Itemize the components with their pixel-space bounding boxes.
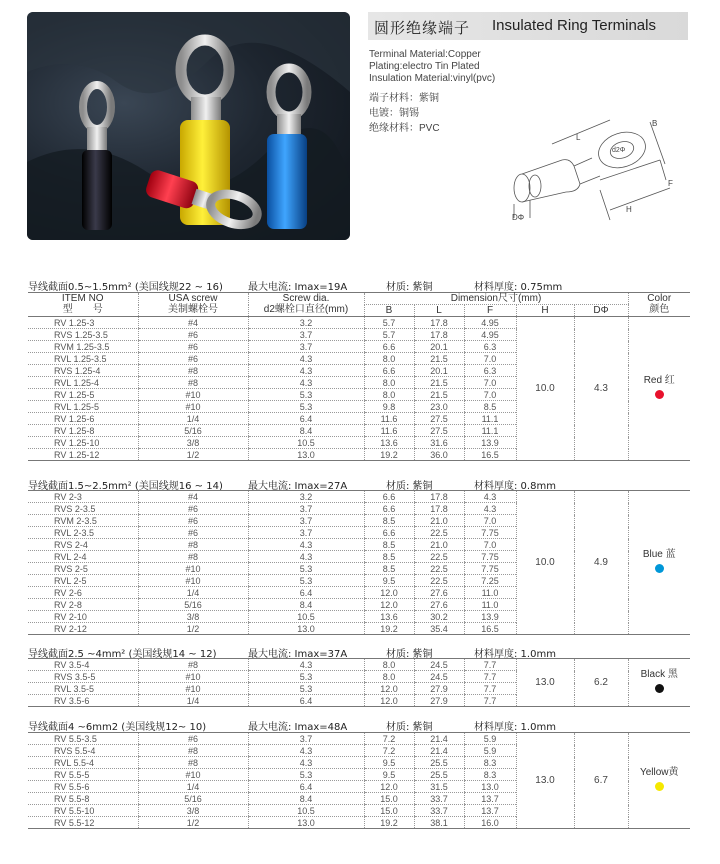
spec-table-2: [28, 490, 690, 635]
item-no: RVL 1.25-5: [28, 401, 138, 413]
usa-screw: 1/4: [138, 413, 248, 425]
dim-b: 6.6: [364, 527, 414, 539]
dim-b: 8.0: [364, 377, 414, 389]
screw-dia: 8.4: [248, 425, 364, 437]
dim-b: 7.2: [364, 745, 414, 757]
dim-b: 8.5: [364, 515, 414, 527]
color-swatch-icon: [655, 564, 664, 573]
usa-screw: 3/8: [138, 437, 248, 449]
item-no: RVS 1.25-4: [28, 365, 138, 377]
diagram-label-l: L: [576, 133, 581, 142]
dim-f: 7.0: [464, 353, 516, 365]
section-material: 材质: 紫铜: [386, 481, 433, 492]
dim-l: 22.5: [414, 551, 464, 563]
dim-l: 17.8: [414, 329, 464, 341]
screw-dia: 3.2: [248, 491, 364, 503]
dim-b: 11.6: [364, 425, 414, 437]
hdr-usa-cn: 美制螺栓号: [138, 305, 248, 317]
dim-f: 7.7: [464, 671, 516, 683]
section-material: 材质: 紫铜: [386, 282, 433, 293]
dim-l: 21.0: [414, 539, 464, 551]
dim-b: 7.2: [364, 733, 414, 745]
table-row: [28, 659, 690, 671]
item-no: RV 1.25-10: [28, 437, 138, 449]
screw-dia: 3.2: [248, 317, 364, 329]
screw-dia: 4.3: [248, 539, 364, 551]
title-en: Insulated Ring Terminals: [492, 17, 656, 34]
screw-dia: 10.5: [248, 805, 364, 817]
screw-dia: 5.3: [248, 389, 364, 401]
usa-screw: #6: [138, 341, 248, 353]
dim-l: 27.6: [414, 587, 464, 599]
dim-l: 30.2: [414, 611, 464, 623]
section-header: [28, 276, 692, 292]
item-no: RV 2-6: [28, 587, 138, 599]
dim-b: 19.2: [364, 623, 414, 635]
title-cn: 圆形绝缘端子: [374, 19, 471, 37]
screw-dia: 4.3: [248, 551, 364, 563]
item-no: RVM 1.25-3.5: [28, 341, 138, 353]
screw-dia: 6.4: [248, 781, 364, 793]
usa-screw: #10: [138, 683, 248, 695]
screw-dia: 3.7: [248, 341, 364, 353]
section-wire: 导线截面4 ~6mm2 (美国线规12~ 10): [28, 722, 207, 733]
dim-b: 8.0: [364, 671, 414, 683]
dim-f: 6.3: [464, 365, 516, 377]
dim-f: 8.3: [464, 757, 516, 769]
dim-f: 7.0: [464, 539, 516, 551]
screw-dia: 5.3: [248, 575, 364, 587]
color-cell: [628, 659, 690, 707]
table-row: [28, 491, 690, 503]
item-no: RVL 2-4: [28, 551, 138, 563]
hdr-color-cn: 颜色: [628, 305, 690, 317]
dim-l: 33.7: [414, 793, 464, 805]
section-wire: 导线截面1.5~2.5mm² (美国线规16 ~ 14): [28, 481, 223, 492]
table-row: [28, 733, 690, 745]
dim-f: 16.0: [464, 817, 516, 829]
usa-screw: #10: [138, 671, 248, 683]
item-no: RV 1.25-12: [28, 449, 138, 461]
usa-screw: 5/16: [138, 599, 248, 611]
color-label: Yellow黄: [639, 766, 679, 778]
screw-dia: 13.0: [248, 623, 364, 635]
dim-f: 13.0: [464, 781, 516, 793]
screw-dia: 6.4: [248, 413, 364, 425]
item-no: RVL 1.25-4: [28, 377, 138, 389]
usa-screw: 1/2: [138, 817, 248, 829]
dim-b: 8.5: [364, 551, 414, 563]
screw-dia: 6.4: [248, 587, 364, 599]
usa-screw: 5/16: [138, 793, 248, 805]
section-body: [28, 491, 690, 635]
color-swatch-icon: [655, 782, 664, 791]
item-no: RVS 1.25-3.5: [28, 329, 138, 341]
item-no: RVL 1.25-3.5: [28, 353, 138, 365]
spec-en-1: Plating:electro Tin Plated: [369, 61, 480, 72]
dim-b: 15.0: [364, 793, 414, 805]
screw-dia: 4.3: [248, 757, 364, 769]
screw-dia: 5.3: [248, 401, 364, 413]
usa-screw: #10: [138, 769, 248, 781]
dim-f: 5.9: [464, 733, 516, 745]
dim-f: 4.3: [464, 491, 516, 503]
screw-dia: 5.3: [248, 683, 364, 695]
table-row: [28, 317, 690, 329]
dim-l: 25.5: [414, 769, 464, 781]
dim-d: 4.9: [574, 491, 628, 635]
item-no: RV 1.25-5: [28, 389, 138, 401]
color-cell: [628, 733, 690, 829]
screw-dia: 4.3: [248, 365, 364, 377]
dim-b: 8.0: [364, 353, 414, 365]
usa-screw: 1/4: [138, 781, 248, 793]
dim-d: 6.2: [574, 659, 628, 707]
dim-l: 21.5: [414, 353, 464, 365]
dim-b: 12.0: [364, 695, 414, 707]
color-label: Blue 蓝: [642, 548, 676, 560]
screw-dia: 5.3: [248, 671, 364, 683]
section-wire: 导线截面2.5 ~4mm² (美国线规14 ~ 12): [28, 649, 217, 660]
usa-screw: #4: [138, 317, 248, 329]
dim-l: 27.9: [414, 695, 464, 707]
hdr-screw-cn: d2螺栓口直径(mm): [248, 305, 364, 317]
dim-b: 12.0: [364, 599, 414, 611]
hdr-color: Color: [628, 293, 690, 305]
section-thickness: 材料厚度: 1.0mm: [474, 722, 556, 733]
dim-f: 4.95: [464, 317, 516, 329]
item-no: RV 5.5-12: [28, 817, 138, 829]
screw-dia: 8.4: [248, 793, 364, 805]
section-header: [28, 475, 692, 491]
usa-screw: #6: [138, 527, 248, 539]
screw-dia: 13.0: [248, 449, 364, 461]
spec-cn-2: 绝缘材料：PVC: [369, 123, 440, 134]
spec-table-1: [28, 292, 690, 461]
item-no: RV 2-12: [28, 623, 138, 635]
usa-screw: #6: [138, 503, 248, 515]
section-material: 材质: 紫铜: [386, 649, 433, 660]
product-photo: [27, 12, 350, 240]
item-no: RV 5.5-5: [28, 769, 138, 781]
usa-screw: 1/4: [138, 695, 248, 707]
dim-b: 5.7: [364, 329, 414, 341]
usa-screw: #6: [138, 515, 248, 527]
section-current: 最大电流: Imax=37A: [248, 649, 348, 660]
dim-f: 7.7: [464, 659, 516, 671]
diagram-label-b: B: [652, 119, 658, 128]
dim-l: 22.5: [414, 563, 464, 575]
dim-f: 4.3: [464, 503, 516, 515]
item-no: RVS 3.5-5: [28, 671, 138, 683]
dim-l: 21.4: [414, 733, 464, 745]
usa-screw: #10: [138, 575, 248, 587]
screw-dia: 3.7: [248, 733, 364, 745]
usa-screw: 5/16: [138, 425, 248, 437]
screw-dia: 10.5: [248, 611, 364, 623]
dim-b: 6.6: [364, 365, 414, 377]
dim-l: 38.1: [414, 817, 464, 829]
item-no: RV 1.25-3: [28, 317, 138, 329]
spec-table-3: [28, 658, 690, 707]
dim-f: 7.75: [464, 551, 516, 563]
item-no: RV 5.5-6: [28, 781, 138, 793]
dim-l: 27.9: [414, 683, 464, 695]
usa-screw: 1/2: [138, 623, 248, 635]
usa-screw: #8: [138, 659, 248, 671]
item-no: RV 5.5-3.5: [28, 733, 138, 745]
color-swatch-icon: [655, 684, 664, 693]
dim-b: 8.5: [364, 563, 414, 575]
item-no: RV 5.5-8: [28, 793, 138, 805]
section-wire: 导线截面0.5~1.5mm² (美国线规22 ~ 16): [28, 282, 223, 293]
dim-f: 6.3: [464, 341, 516, 353]
dim-h: 10.0: [516, 491, 574, 635]
dim-b: 8.0: [364, 389, 414, 401]
dim-l: 27.5: [414, 425, 464, 437]
item-no: RV 1.25-8: [28, 425, 138, 437]
dim-b: 12.0: [364, 781, 414, 793]
hdr-l: L: [414, 305, 464, 317]
usa-screw: #6: [138, 733, 248, 745]
section-current: 最大电流: Imax=48A: [248, 722, 348, 733]
spec-cn-0: 端子材料：紫铜: [369, 93, 439, 104]
screw-dia: 4.3: [248, 377, 364, 389]
usa-screw: 1/2: [138, 449, 248, 461]
screw-dia: 4.3: [248, 353, 364, 365]
screw-dia: 5.3: [248, 769, 364, 781]
dim-b: 8.5: [364, 539, 414, 551]
dim-b: 9.8: [364, 401, 414, 413]
section-body: [28, 317, 690, 461]
dim-d: 4.3: [574, 317, 628, 461]
dim-f: 7.7: [464, 683, 516, 695]
item-no: RV 2-10: [28, 611, 138, 623]
item-no: RVS 2-3.5: [28, 503, 138, 515]
dim-f: 7.0: [464, 389, 516, 401]
item-no: RV 2-3: [28, 491, 138, 503]
spec-cn-1: 电镀：铜锡: [369, 108, 419, 119]
dim-l: 23.0: [414, 401, 464, 413]
dim-b: 5.7: [364, 317, 414, 329]
dim-l: 35.4: [414, 623, 464, 635]
hdr-d: DΦ: [574, 305, 628, 317]
color-label: Red 红: [643, 374, 675, 386]
dim-l: 20.1: [414, 365, 464, 377]
hdr-f: F: [464, 305, 516, 317]
usa-screw: #8: [138, 365, 248, 377]
section-material: 材质: 紫铜: [386, 722, 433, 733]
dim-h: 13.0: [516, 733, 574, 829]
usa-screw: #8: [138, 757, 248, 769]
usa-screw: #8: [138, 745, 248, 757]
dim-l: 36.0: [414, 449, 464, 461]
section-current: 最大电流: Imax=27A: [248, 481, 348, 492]
hdr-usa: USA screw: [138, 293, 248, 305]
dim-l: 21.4: [414, 745, 464, 757]
dim-f: 13.7: [464, 805, 516, 817]
screw-dia: 13.0: [248, 817, 364, 829]
screw-dia: 3.7: [248, 329, 364, 341]
hdr-item-cn: 型 号: [28, 305, 138, 317]
spec-en-2: Insulation Material:vinyl(pvc): [369, 73, 496, 84]
dim-l: 17.8: [414, 491, 464, 503]
dim-f: 11.0: [464, 587, 516, 599]
usa-screw: #10: [138, 401, 248, 413]
hdr-screw: Screw dia.: [248, 293, 364, 305]
dim-l: 21.5: [414, 389, 464, 401]
dim-f: 7.25: [464, 575, 516, 587]
dim-l: 31.5: [414, 781, 464, 793]
dim-f: 4.95: [464, 329, 516, 341]
screw-dia: 4.3: [248, 659, 364, 671]
item-no: RVS 2-5: [28, 563, 138, 575]
dim-b: 19.2: [364, 449, 414, 461]
spec-en-0: Terminal Material:Copper: [369, 49, 481, 60]
dim-f: 7.0: [464, 515, 516, 527]
dim-l: 17.8: [414, 503, 464, 515]
color-cell: [628, 317, 690, 461]
item-no: RV 1.25-6: [28, 413, 138, 425]
dim-f: 13.9: [464, 437, 516, 449]
dim-l: 22.5: [414, 575, 464, 587]
dim-l: 25.5: [414, 757, 464, 769]
dim-l: 21.0: [414, 515, 464, 527]
item-no: RVL 2-3.5: [28, 527, 138, 539]
item-no: RVL 5.5-4: [28, 757, 138, 769]
color-label: Black 黑: [640, 668, 678, 680]
dim-l: 21.5: [414, 377, 464, 389]
screw-dia: 3.7: [248, 515, 364, 527]
dim-b: 6.6: [364, 341, 414, 353]
screw-dia: 6.4: [248, 695, 364, 707]
item-no: RVM 2-3.5: [28, 515, 138, 527]
dim-b: 11.6: [364, 413, 414, 425]
section-thickness: 材料厚度: 1.0mm: [474, 649, 556, 660]
screw-dia: 3.7: [248, 503, 364, 515]
dim-h: 10.0: [516, 317, 574, 461]
dim-l: 33.7: [414, 805, 464, 817]
section-thickness: 材料厚度: 0.75mm: [474, 282, 563, 293]
dim-b: 9.5: [364, 769, 414, 781]
screw-dia: 5.3: [248, 563, 364, 575]
section-thickness: 材料厚度: 0.8mm: [474, 481, 556, 492]
dim-b: 13.6: [364, 437, 414, 449]
dim-b: 13.6: [364, 611, 414, 623]
usa-screw: #8: [138, 539, 248, 551]
spec-table-4: [28, 732, 690, 829]
hdr-h: H: [516, 305, 574, 317]
item-no: RV 5.5-10: [28, 805, 138, 817]
dim-b: 8.0: [364, 659, 414, 671]
dim-f: 11.1: [464, 425, 516, 437]
item-no: RVL 3.5-5: [28, 683, 138, 695]
item-no: RVL 2-5: [28, 575, 138, 587]
dim-f: 13.7: [464, 793, 516, 805]
terminal-diagram: [500, 100, 700, 230]
hdr-item: ITEM NO: [61, 292, 104, 304]
dim-l: 31.6: [414, 437, 464, 449]
dim-f: 16.5: [464, 623, 516, 635]
screw-dia: 10.5: [248, 437, 364, 449]
dim-f: 11.1: [464, 413, 516, 425]
dim-h: 13.0: [516, 659, 574, 707]
section-current: 最大电流: Imax=19A: [248, 282, 348, 293]
dim-b: 15.0: [364, 805, 414, 817]
section-header: [28, 643, 692, 659]
usa-screw: #8: [138, 551, 248, 563]
dim-l: 17.8: [414, 317, 464, 329]
color-cell: [628, 491, 690, 635]
screw-dia: 3.7: [248, 527, 364, 539]
dim-l: 22.5: [414, 527, 464, 539]
dim-l: 27.6: [414, 599, 464, 611]
dim-f: 16.5: [464, 449, 516, 461]
diagram-label-d2: d2Φ: [612, 147, 626, 154]
dim-b: 12.0: [364, 683, 414, 695]
dim-f: 7.0: [464, 377, 516, 389]
usa-screw: #10: [138, 389, 248, 401]
dim-f: 5.9: [464, 745, 516, 757]
dim-f: 13.9: [464, 611, 516, 623]
dim-f: 11.0: [464, 599, 516, 611]
dim-l: 24.5: [414, 659, 464, 671]
diagram-label-d: DΦ: [512, 213, 525, 222]
item-no: RV 3.5-6: [28, 695, 138, 707]
dim-f: 8.5: [464, 401, 516, 413]
title-bar: [368, 12, 688, 40]
color-swatch-icon: [655, 390, 664, 399]
dim-f: 7.7: [464, 695, 516, 707]
usa-screw: #4: [138, 491, 248, 503]
usa-screw: #8: [138, 377, 248, 389]
dim-b: 19.2: [364, 817, 414, 829]
diagram-label-f: F: [668, 179, 673, 188]
section-header: [28, 716, 692, 732]
screw-dia: 8.4: [248, 599, 364, 611]
dim-f: 7.75: [464, 527, 516, 539]
dim-l: 24.5: [414, 671, 464, 683]
hdr-dimension: Dimension尺寸(mm): [364, 293, 628, 305]
dim-d: 6.7: [574, 733, 628, 829]
hdr-b: B: [364, 305, 414, 317]
dim-b: 12.0: [364, 587, 414, 599]
item-no: RVS 5.5-4: [28, 745, 138, 757]
usa-screw: #6: [138, 353, 248, 365]
diagram-label-h: H: [626, 205, 632, 214]
section-body: [28, 659, 690, 707]
dim-f: 7.75: [464, 563, 516, 575]
usa-screw: 3/8: [138, 611, 248, 623]
section-body: [28, 733, 690, 829]
item-no: RV 3.5-4: [28, 659, 138, 671]
usa-screw: #6: [138, 329, 248, 341]
dim-b: 6.6: [364, 491, 414, 503]
dim-b: 9.5: [364, 575, 414, 587]
dim-b: 6.6: [364, 503, 414, 515]
dim-b: 9.5: [364, 757, 414, 769]
screw-dia: 4.3: [248, 745, 364, 757]
dim-l: 27.5: [414, 413, 464, 425]
item-no: RV 2-8: [28, 599, 138, 611]
usa-screw: 1/4: [138, 587, 248, 599]
usa-screw: #10: [138, 563, 248, 575]
item-no: RVS 2-4: [28, 539, 138, 551]
dim-f: 8.3: [464, 769, 516, 781]
usa-screw: 3/8: [138, 805, 248, 817]
dim-l: 20.1: [414, 341, 464, 353]
